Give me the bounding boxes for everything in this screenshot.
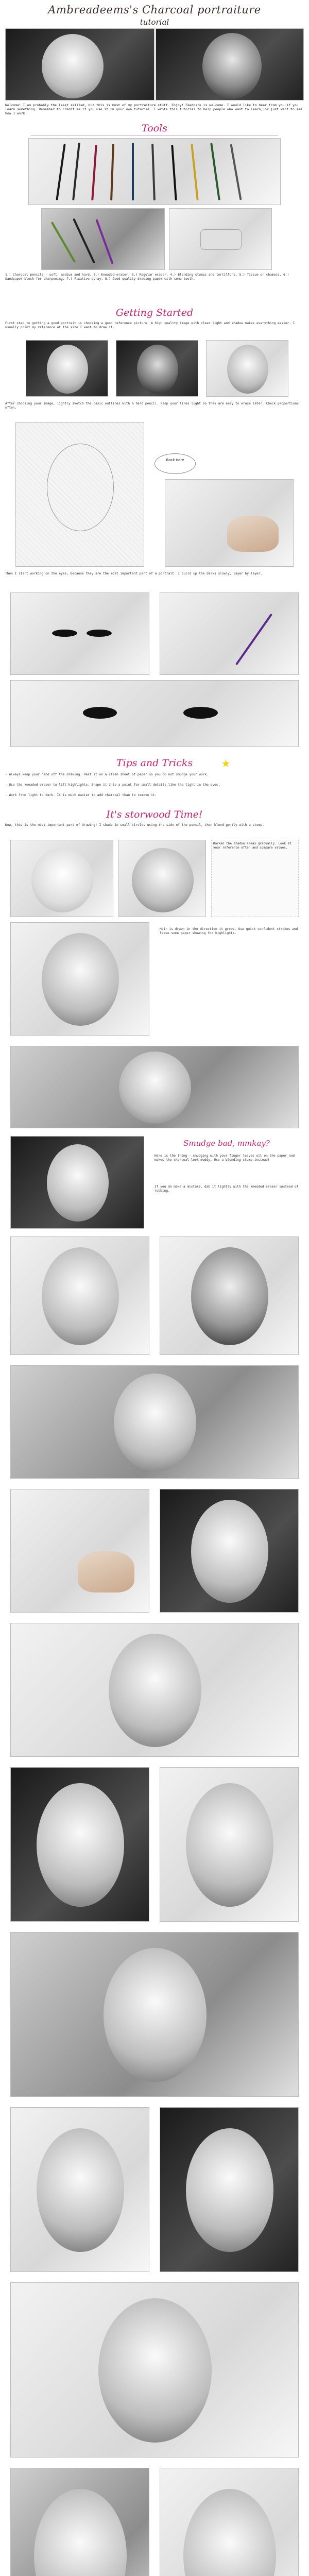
getting-started-text-2: After choosing your image, lightly sketch the basic outlines with a hard pencil. Keep your lines light so they are easy to erase later. Check proportions often.	[5, 402, 299, 410]
step-photo-i	[160, 2107, 299, 2272]
step-photo-a	[10, 1365, 299, 1479]
shading-photo-1	[10, 840, 113, 917]
face-hair	[119, 1052, 191, 1124]
pencil-icon	[171, 145, 177, 200]
getting-started-text-3: Then I start working on the eyes, because they are the most important part of a portrait. I build up the darks slowly, layer by layer.	[5, 572, 263, 575]
page-subtitle: tutorial	[140, 18, 169, 27]
face-progress	[42, 1247, 119, 1345]
progress-photo-1	[10, 1236, 149, 1355]
tips-text-3: - Work from light to dark. It is much easier to add charcoal than to remove it.	[5, 793, 157, 797]
face-wip	[132, 848, 194, 912]
face-smudge	[47, 1144, 109, 1222]
face-wip	[31, 848, 93, 912]
tools-bundle-photo	[41, 208, 165, 270]
pencil-icon	[73, 218, 95, 264]
sketch-outline-photo	[15, 422, 144, 567]
face-step	[37, 1783, 124, 1907]
pencil-icon	[110, 144, 114, 200]
face-outline	[47, 444, 114, 531]
tips-text-1: - Always keep your hand off the drawing. Rest it on a clean sheet of paper so you do not smudge your work.	[5, 773, 209, 776]
face-step	[191, 1500, 268, 1603]
step-photo-j	[10, 2282, 299, 2458]
step-photo-e	[10, 1767, 149, 1922]
eraser-photo	[169, 208, 272, 270]
face-step	[34, 2489, 127, 2576]
shading-photo-3	[10, 922, 149, 1036]
finished-portrait-crow	[156, 28, 304, 100]
smudge-photo-1	[10, 1136, 144, 1229]
progress-photo-2	[160, 1236, 299, 1355]
step-photo-h	[10, 2107, 149, 2272]
eye-shaded	[183, 707, 218, 719]
eyes-step-photo-1	[10, 592, 149, 675]
face-marilyn	[42, 34, 104, 98]
face-progress	[191, 1247, 268, 1345]
smudge-text-1: Here is the thing - smudging with your finger leaves oil on the paper and makes the charcoal look muddy. Use a blending stump instead!	[154, 1154, 295, 1162]
pencil-icon	[51, 222, 76, 263]
section-heading-shading: It's storwood Time!	[106, 809, 203, 820]
face-step	[186, 1783, 273, 1907]
shading-photo-2	[118, 840, 206, 917]
intro-text: Welcome! I am probably the least skilled, but this is most of my portraiture stuff. Enjoy! Feedback is welcome. I would like to hear from you if you learn something. Remember to credit me if you use it in your own tutorial. I wrote this tutorial to help people who want to learn, or just want to see how I work.	[5, 103, 303, 115]
step-photo-f	[160, 1767, 299, 1922]
pencil-icon	[56, 144, 65, 200]
step-photo-d	[10, 1623, 299, 1757]
section-heading-tips: Tips and Tricks	[116, 757, 193, 769]
star-icon: ★	[221, 754, 230, 771]
pencil-icon	[91, 145, 97, 200]
reference-photo-2	[116, 340, 198, 397]
pencil-icon	[230, 144, 242, 200]
step-photo-b	[10, 1489, 149, 1613]
reference-photo-1	[26, 340, 108, 397]
section-heading-smudge: Smudge bad, mmkay?	[183, 1139, 270, 1148]
step-photo-c	[160, 1489, 299, 1613]
section-heading-tools: Tools	[142, 123, 167, 134]
getting-started-text-1: First step to getting a good portrait is choosing a good reference picture. A high quality image with clear light and shadow makes everything easier. I usually print my reference at the size I want to draw it.	[5, 321, 295, 330]
side-note: Darken the shadow areas gradually. Look at your reference often and compare values.	[211, 840, 299, 917]
face-ref	[47, 345, 88, 394]
step-photo-l	[160, 2468, 299, 2576]
hand-drawing	[227, 516, 279, 552]
section-heading-getting-started: Getting Started	[115, 307, 194, 318]
face-crow	[202, 33, 262, 99]
pencil-icon	[235, 614, 272, 666]
pencil-icon	[132, 143, 134, 200]
face-step	[186, 2128, 273, 2252]
reference-photo-3	[206, 340, 288, 397]
shading-text-3: Hair is drawn in the direction it grows. Use quick confident strokes and leave some paper showing for highlights.	[160, 927, 298, 936]
reference-photo-marilyn	[5, 28, 154, 100]
smudge-text-2: If you do make a mistake, dab it lightly with the kneaded eraser instead of rubbing.	[154, 1185, 299, 1193]
eye-sketch	[87, 630, 111, 637]
pencil-icon	[72, 143, 80, 200]
face-step	[183, 2489, 276, 2576]
shading-text-1: Now, this is the most important part of drawing! I shade in small circles using the side of the pencil, then blend gently with a stump.	[5, 823, 264, 827]
pencil-icon	[151, 144, 156, 200]
pencil-icon	[191, 144, 198, 200]
face-ref	[227, 345, 268, 394]
step-photo-k	[10, 2468, 149, 2576]
hair-photo-1	[10, 1046, 299, 1128]
eye-shaded	[83, 707, 117, 719]
tips-text-2: - Use the kneaded eraser to lift highlights. Shape it into a point for small details like the light in the eyes.	[5, 783, 220, 787]
eyes-step-photo-2	[160, 592, 299, 675]
sketch-proportion-photo	[165, 479, 294, 567]
face-step	[114, 1374, 196, 1471]
page-title: Ambreadeems's Charcoal portraiture	[48, 4, 261, 16]
pencil-icon	[95, 219, 113, 264]
tools-list-text: 1.) Charcoal pencils - soft, medium and hard. 2.) Kneaded eraser. 3.) Regular eraser. 4.) Blending stumps and tortillons. 5.) Tissue or chamois. 6.) Sandpaper block for sharpening. 7.) Fixative spray. 8.) Good quality drawing paper with some tooth.	[5, 273, 289, 281]
speech-bubble: Back here	[154, 453, 196, 474]
eye-sketch	[52, 630, 77, 637]
hand-drawing	[78, 1551, 134, 1592]
face-step	[109, 1634, 201, 1747]
step-photo-g	[10, 1932, 299, 2097]
face-shaded	[42, 933, 119, 1026]
pencil-icon	[210, 143, 220, 200]
face-step	[98, 2298, 212, 2443]
face-step	[37, 2128, 124, 2252]
tools-photo	[28, 138, 281, 205]
face-ref	[137, 345, 178, 394]
eraser-icon	[200, 229, 242, 250]
face-step	[104, 1948, 207, 2082]
eyes-step-photo-3	[10, 680, 299, 747]
